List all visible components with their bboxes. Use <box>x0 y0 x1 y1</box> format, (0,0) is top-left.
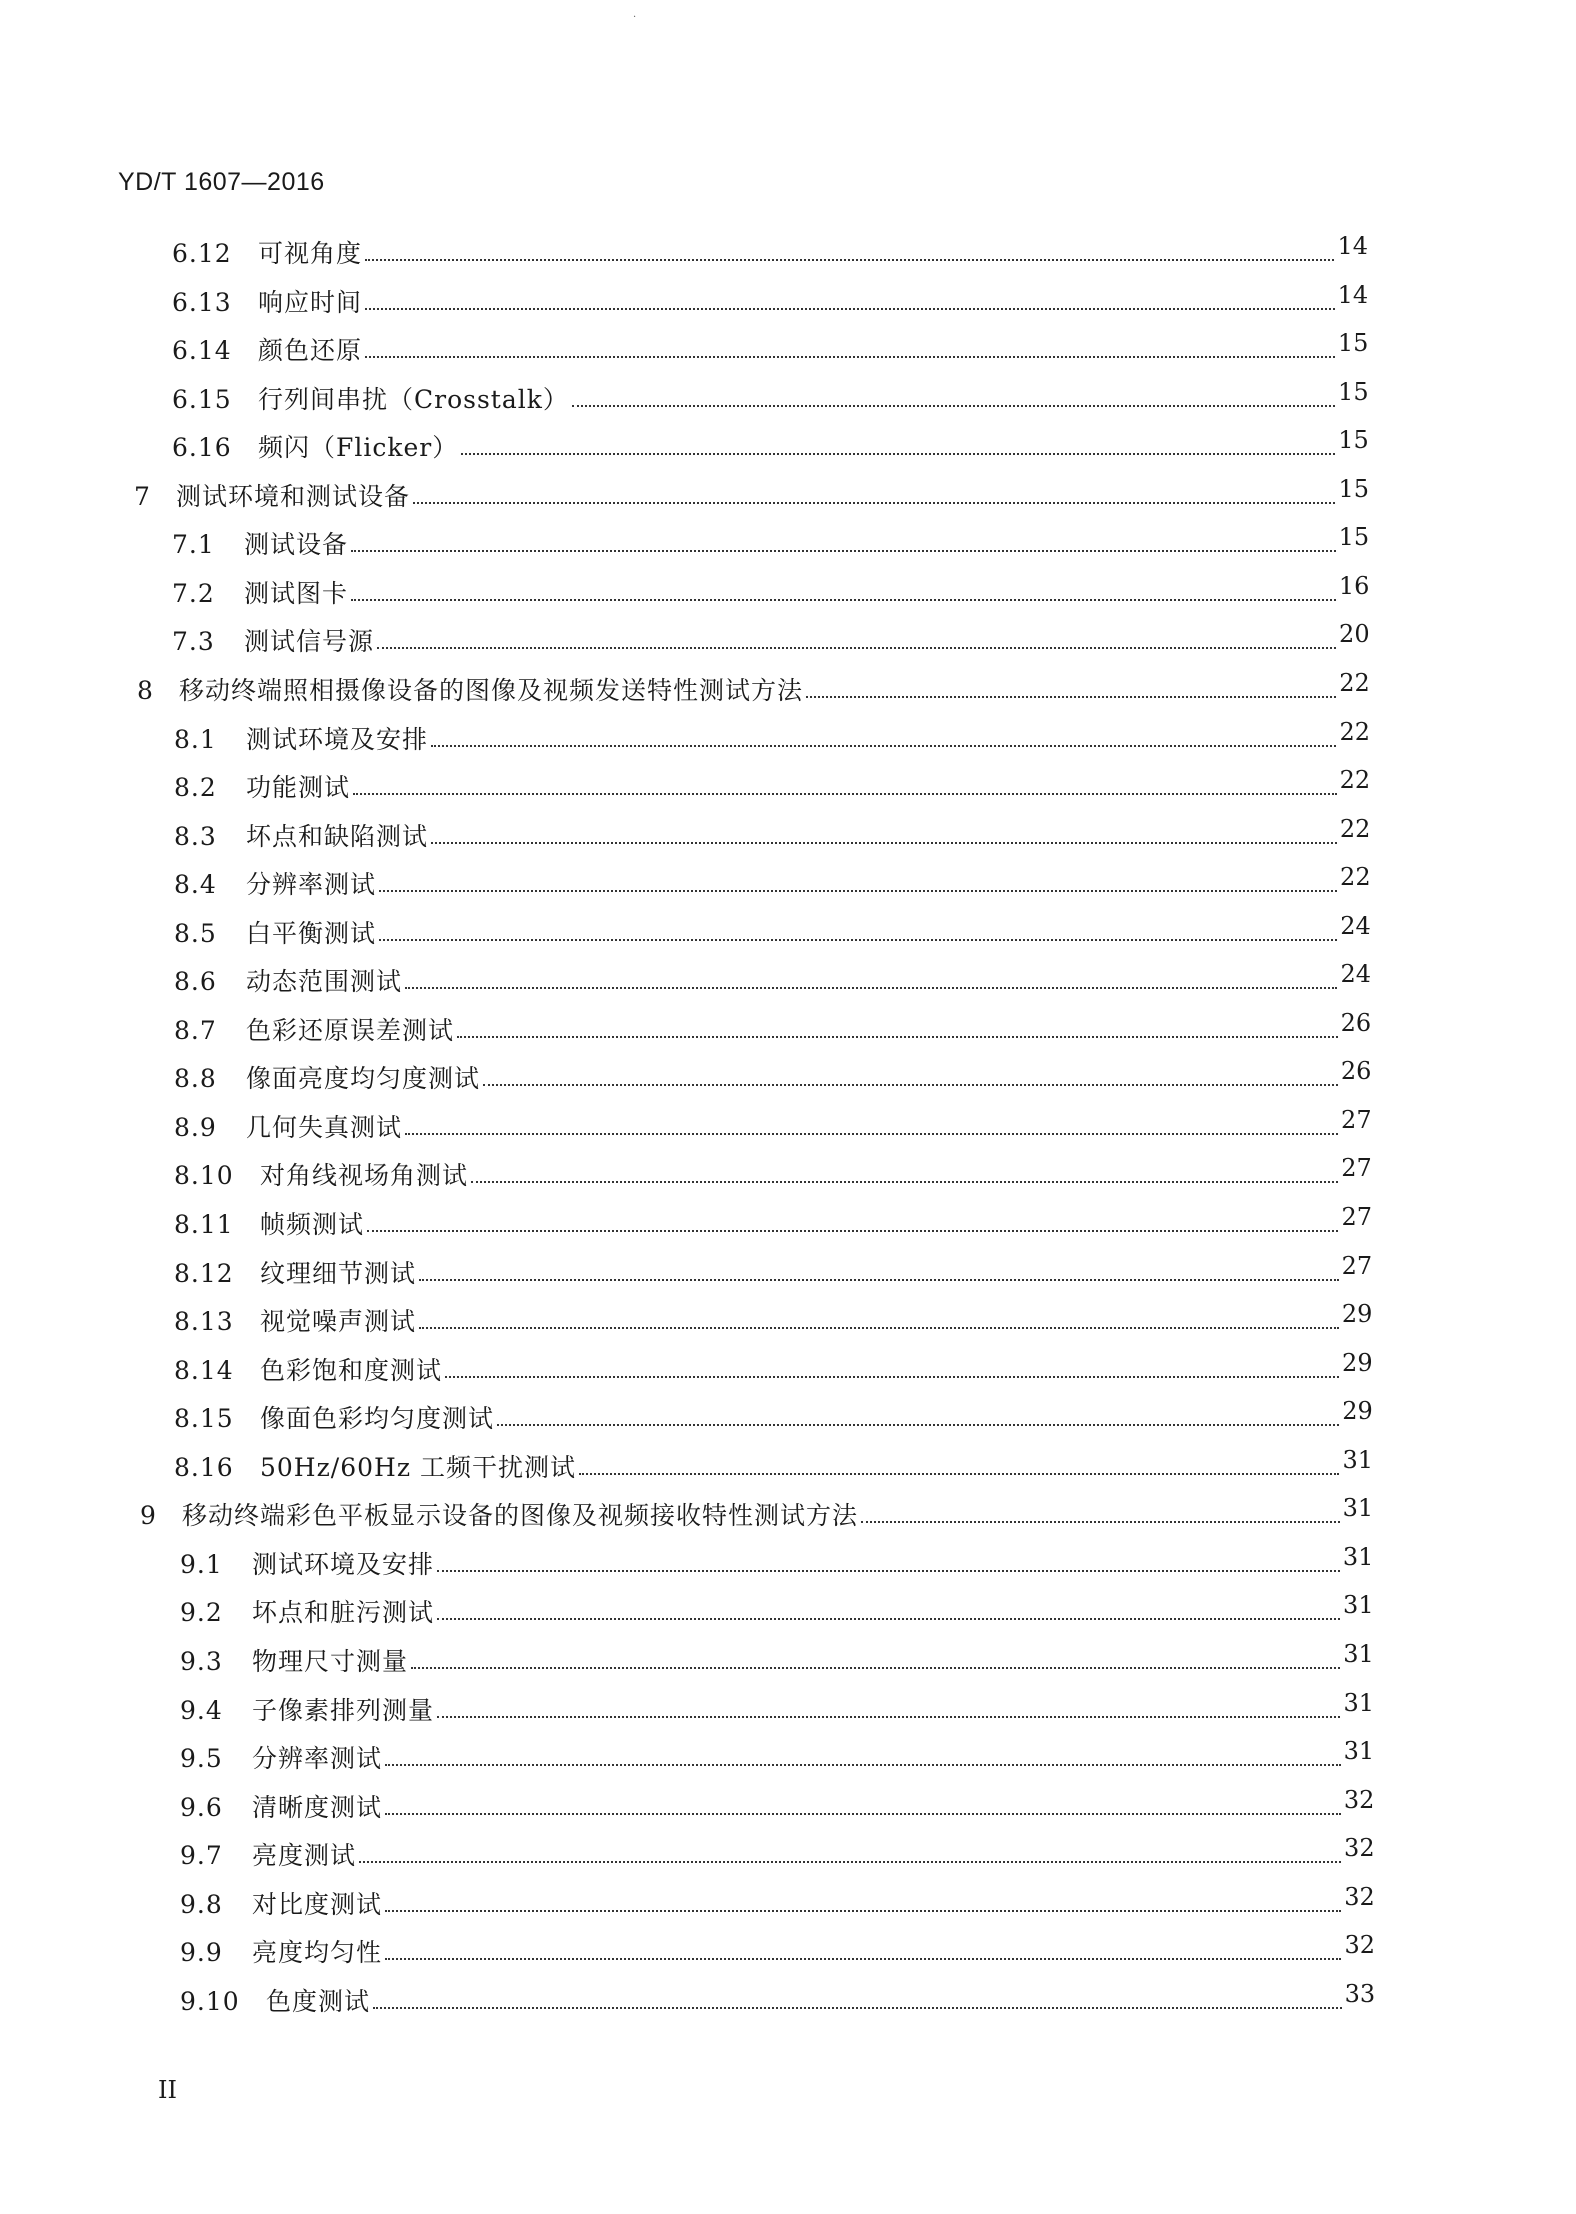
toc-entry-title: 行列间串扰（Crosstalk） <box>258 384 569 414</box>
toc-entry-title: 清晰度测试 <box>252 1792 383 1822</box>
toc-entry-page: 15 <box>1338 426 1369 455</box>
toc-entry-page: 26 <box>1340 1057 1372 1086</box>
toc-entry-number: 7.2 <box>172 578 215 608</box>
toc-leader-dots <box>579 1473 1340 1475</box>
toc-section-entry[interactable] <box>172 566 1369 606</box>
toc-entry-page: 22 <box>1340 863 1371 892</box>
toc-entry-title: 动态范围测试 <box>246 967 403 997</box>
toc-entry-page: 14 <box>1337 280 1369 309</box>
toc-section-entry[interactable] <box>174 809 1370 849</box>
toc-leader-dots <box>351 550 1336 552</box>
toc-entry-number: 8.11 <box>174 1210 234 1239</box>
toc-entry-number: 9.4 <box>180 1695 223 1725</box>
toc-entry-page: 15 <box>1338 474 1369 503</box>
toc-entry-number: 9.3 <box>180 1646 223 1676</box>
toc-entry-number: 6.15 <box>172 384 232 414</box>
toc-entry-number: 9.1 <box>180 1549 223 1579</box>
toc-entry-page: 16 <box>1338 571 1370 600</box>
toc-entry-title: 测试信号源 <box>244 627 375 657</box>
toc-entry-title: 测试设备 <box>244 530 349 560</box>
toc-leader-dots <box>419 1279 1339 1281</box>
toc-section-entry[interactable] <box>174 857 1371 900</box>
toc-entry-title: 色度测试 <box>266 1986 371 2016</box>
toc-entry-page: 31 <box>1342 1542 1374 1571</box>
toc-entry-title: 频闪（Flicker） <box>258 433 459 463</box>
toc-entry-number: 9.5 <box>180 1744 223 1774</box>
toc-section-entry[interactable] <box>174 954 1371 997</box>
toc-entry-page: 31 <box>1343 1639 1374 1668</box>
toc-leader-dots <box>413 502 1335 504</box>
toc-section-entry[interactable] <box>180 1828 1375 1871</box>
toc-leader-dots <box>365 308 1335 310</box>
toc-leader-dots <box>411 1667 1340 1669</box>
toc-entry-page: 15 <box>1338 377 1369 406</box>
toc-entry-number: 8.6 <box>174 967 217 997</box>
toc-entry-page: 27 <box>1341 1203 1372 1231</box>
toc-entry-number: 8.15 <box>174 1404 234 1434</box>
toc-section-entry[interactable] <box>174 906 1371 946</box>
toc-entry-page: 32 <box>1344 1882 1375 1911</box>
toc-entry-title: 像面色彩均匀度测试 <box>260 1404 495 1434</box>
toc-entry-title: 色彩饱和度测试 <box>260 1355 443 1385</box>
toc-section-entry[interactable] <box>172 275 1368 315</box>
toc-entry-title: 测试环境和测试设备 <box>176 481 411 511</box>
toc-entry-title: 响应时间 <box>258 287 363 317</box>
toc-section-entry[interactable] <box>172 226 1368 266</box>
toc-entry-page: 24 <box>1340 960 1371 989</box>
toc-entry-number: 8.3 <box>174 821 217 851</box>
toc-entry-page: 22 <box>1339 717 1370 746</box>
toc-leader-dots <box>377 647 1336 649</box>
toc-section-entry[interactable] <box>172 420 1369 463</box>
toc-entry-page: 33 <box>1344 1979 1376 2008</box>
toc-leader-dots <box>572 405 1335 407</box>
toc-leader-dots <box>385 1910 1341 1912</box>
toc-entry-page: 22 <box>1339 766 1371 795</box>
toc-entry-title: 视觉噪声测试 <box>260 1307 417 1337</box>
toc-section-entry[interactable] <box>172 323 1369 366</box>
toc-entry-title: 测试图卡 <box>244 578 349 608</box>
toc-entry-title: 移动终端彩色平板显示设备的图像及视频接收特性测试方法 <box>182 1501 859 1531</box>
toc-entry-title: 颜色还原 <box>258 336 363 366</box>
toc-entry-page: 15 <box>1337 329 1369 358</box>
toc-entry-page: 31 <box>1343 1591 1374 1620</box>
toc-leader-dots <box>806 696 1336 698</box>
toc-leader-dots <box>861 1521 1340 1523</box>
scan-speck: · <box>633 12 637 23</box>
toc-entry-page: 29 <box>1342 1348 1373 1377</box>
toc-entry-page: 31 <box>1342 1494 1374 1523</box>
toc-section-entry[interactable] <box>180 1634 1374 1674</box>
toc-entry-page: 32 <box>1344 1834 1375 1863</box>
toc-leader-dots <box>461 453 1335 455</box>
toc-leader-dots <box>373 2007 1342 2009</box>
toc-leader-dots <box>437 1618 1340 1620</box>
toc-leader-dots <box>379 939 1337 941</box>
toc-entry-page: 31 <box>1342 1445 1373 1474</box>
toc-entry-title: 色彩还原误差测试 <box>246 1015 455 1045</box>
toc-section-entry[interactable] <box>174 1294 1373 1337</box>
toc-entry-title: 白平衡测试 <box>246 918 377 948</box>
toc-leader-dots <box>379 890 1337 892</box>
toc-leader-dots <box>385 1764 1341 1766</box>
toc-entry-number: 8.16 <box>174 1452 234 1482</box>
toc-section-entry[interactable] <box>180 1780 1374 1820</box>
toc-entry-number: 7.3 <box>172 627 215 657</box>
toc-entry-number: 9.7 <box>180 1841 223 1871</box>
toc-section-entry[interactable] <box>180 1974 1375 2014</box>
toc-entry-page: 29 <box>1341 1300 1373 1329</box>
toc-entry-number: 7 <box>134 481 151 511</box>
toc-section-entry[interactable] <box>174 1246 1372 1286</box>
toc-chapter-entry[interactable] <box>140 1488 1374 1531</box>
toc-leader-dots <box>405 987 1337 989</box>
toc-entry-number: 8.2 <box>174 773 217 803</box>
toc-entry-title: 物理尺寸测量 <box>252 1646 409 1676</box>
toc-entry-number: 8.1 <box>174 724 217 754</box>
toc-section-entry[interactable] <box>172 372 1369 412</box>
toc-entry-page: 32 <box>1343 1785 1375 1814</box>
toc-entry-number: 9 <box>140 1501 157 1531</box>
toc-section-entry[interactable] <box>180 1537 1373 1577</box>
toc-section-entry[interactable] <box>174 1148 1372 1191</box>
toc-entry-number: 8.12 <box>174 1258 234 1288</box>
toc-entry-number: 8.13 <box>174 1307 234 1337</box>
toc-chapter-entry[interactable] <box>134 469 1369 509</box>
toc-entry-page: 29 <box>1342 1397 1373 1426</box>
toc-leader-dots <box>353 793 1337 795</box>
toc-leader-dots <box>385 1958 1341 1960</box>
toc-entry-title: 50Hz/60Hz 工频干扰测试 <box>260 1452 576 1482</box>
toc-entry-number: 8 <box>137 675 154 705</box>
toc-leader-dots <box>431 745 1336 747</box>
toc-entry-title: 可视角度 <box>258 239 363 268</box>
toc-entry-page: 22 <box>1339 668 1370 697</box>
toc-leader-dots <box>457 1036 1338 1038</box>
toc-entry-number: 9.9 <box>180 1938 223 1968</box>
toc-section-entry[interactable] <box>180 1925 1375 1968</box>
toc-leader-dots <box>437 1716 1340 1718</box>
toc-section-entry[interactable] <box>174 1440 1373 1480</box>
toc-section-entry[interactable] <box>180 1731 1375 1774</box>
toc-leader-dots <box>359 1861 1341 1863</box>
page-number: II <box>158 2076 177 2104</box>
toc-entry-number: 8.8 <box>174 1064 217 1094</box>
toc-entry-title: 测试环境及安排 <box>252 1549 435 1579</box>
toc-leader-dots <box>365 356 1335 358</box>
toc-entry-page: 27 <box>1341 1154 1372 1183</box>
toc-section-entry[interactable] <box>180 1683 1374 1723</box>
toc-leader-dots <box>367 1230 1338 1232</box>
toc-entry-number: 6.14 <box>172 336 232 366</box>
toc-entry-page: 26 <box>1340 1008 1372 1037</box>
toc-leader-dots <box>471 1181 1338 1183</box>
toc-entry-page: 14 <box>1337 232 1368 260</box>
toc-leader-dots <box>431 842 1337 844</box>
toc-entry-number: 9.6 <box>180 1792 223 1822</box>
toc-entry-number: 7.1 <box>172 530 215 560</box>
toc-entry-title: 移动终端照相摄像设备的图像及视频发送特性测试方法 <box>179 675 804 705</box>
toc-entry-page: 24 <box>1340 911 1371 940</box>
toc-leader-dots <box>351 599 1336 601</box>
toc-leader-dots <box>483 1084 1338 1086</box>
toc-entry-page: 31 <box>1343 1688 1374 1717</box>
toc-entry-page: 20 <box>1339 620 1370 649</box>
toc-section-entry[interactable] <box>174 1391 1373 1434</box>
toc-entry-number: 9.8 <box>180 1889 223 1919</box>
toc-entry-title: 测试环境及安排 <box>246 724 429 754</box>
toc-entry-page: 22 <box>1339 814 1371 843</box>
toc-entry-title: 坏点和脏污测试 <box>252 1598 435 1628</box>
toc-section-entry[interactable] <box>172 614 1370 657</box>
toc-entry-title: 功能测试 <box>246 773 351 803</box>
toc-entry-title: 分辨率测试 <box>252 1744 383 1774</box>
toc-leader-dots <box>365 259 1334 261</box>
toc-entry-number: 8.5 <box>174 918 217 948</box>
toc-entry-number: 8.7 <box>174 1015 217 1045</box>
toc-leader-dots <box>419 1327 1339 1329</box>
toc-entry-title: 帧频测试 <box>260 1210 365 1239</box>
toc-section-entry[interactable] <box>174 760 1371 803</box>
toc-section-entry[interactable] <box>174 712 1370 752</box>
toc-section-entry[interactable] <box>180 1877 1375 1917</box>
toc-section-entry[interactable] <box>174 1197 1372 1237</box>
toc-leader-dots <box>497 1424 1339 1426</box>
toc-entry-title: 分辨率测试 <box>246 870 377 900</box>
toc-section-entry[interactable] <box>174 1051 1372 1094</box>
toc-entry-number: 8.9 <box>174 1112 217 1142</box>
toc-entry-title: 坏点和缺陷测试 <box>246 821 429 851</box>
toc-leader-dots <box>405 1133 1338 1135</box>
toc-leader-dots <box>385 1813 1341 1815</box>
toc-entry-title: 亮度均匀性 <box>252 1938 383 1968</box>
toc-chapter-entry[interactable] <box>137 663 1370 703</box>
toc-entry-title: 纹理细节测试 <box>260 1258 417 1288</box>
document-id: YD/T 1607—2016 <box>118 168 325 196</box>
toc-entry-page: 31 <box>1343 1737 1375 1766</box>
toc-section-entry[interactable] <box>172 517 1370 560</box>
toc-entry-number: 8.14 <box>174 1355 234 1385</box>
toc-section-entry[interactable] <box>180 1585 1374 1628</box>
toc-entry-number: 8.4 <box>174 870 217 900</box>
toc-entry-number: 8.10 <box>174 1161 234 1191</box>
toc-entry-title: 亮度测试 <box>252 1841 357 1871</box>
toc-entry-number: 6.13 <box>172 287 232 317</box>
toc-entry-number: 9.2 <box>180 1598 223 1628</box>
toc-section-entry[interactable] <box>174 1343 1373 1383</box>
toc-entry-title: 对角线视场角测试 <box>260 1161 469 1191</box>
toc-entry-page: 15 <box>1338 523 1370 552</box>
toc-entry-title: 子像素排列测量 <box>252 1695 435 1725</box>
toc-entry-page: 32 <box>1344 1931 1375 1960</box>
toc-entry-title: 对比度测试 <box>252 1889 383 1919</box>
toc-leader-dots <box>437 1570 1340 1572</box>
toc-entry-title: 像面亮度均匀度测试 <box>246 1064 481 1094</box>
toc-section-entry[interactable] <box>174 1003 1371 1043</box>
toc-leader-dots <box>445 1376 1339 1378</box>
toc-entry-title: 几何失真测试 <box>246 1112 403 1142</box>
toc-entry-page: 27 <box>1341 1105 1372 1134</box>
toc-entry-number: 6.16 <box>172 433 232 463</box>
toc-entry-page: 27 <box>1341 1251 1373 1280</box>
toc-entry-number: 9.10 <box>180 1986 240 2016</box>
toc-section-entry[interactable] <box>174 1100 1372 1140</box>
toc-entry-number: 6.12 <box>172 239 232 268</box>
